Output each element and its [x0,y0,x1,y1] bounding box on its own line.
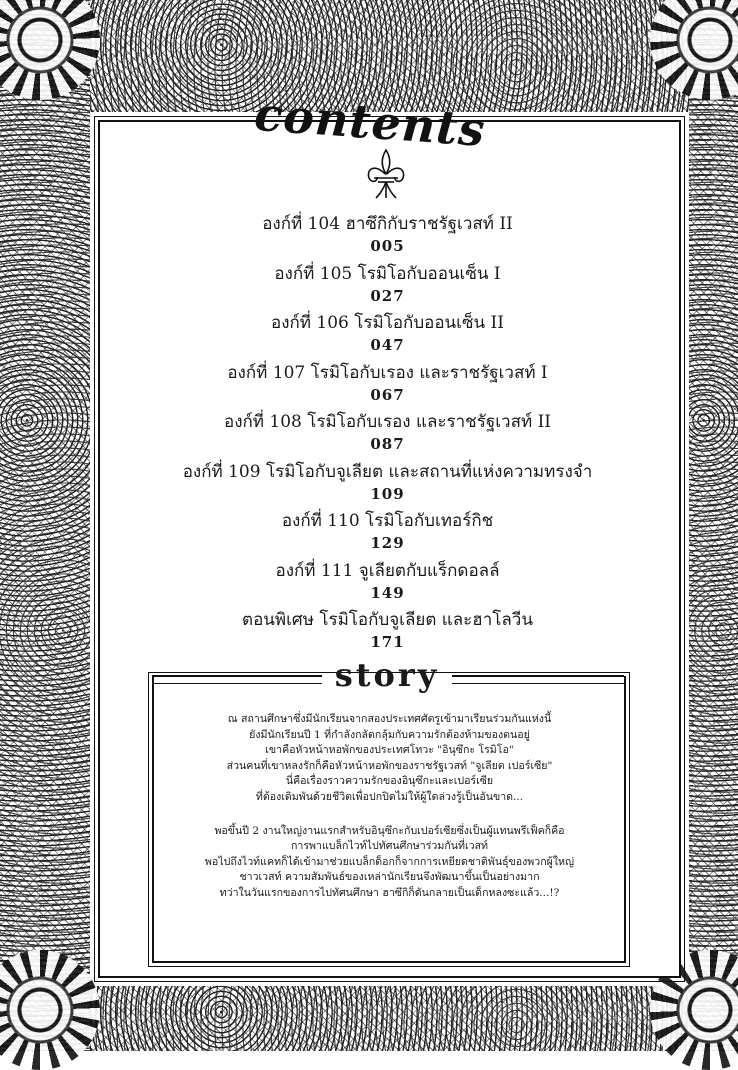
toc-entry-title: องก์ที่ 109 โรมิโอกับจูเลียต และสถานที่แห่งความทรงจำ [182,461,593,482]
story-line: ทว่าในวันแรกของการไปทัศนศึกษา ฮาซึกิก็ดันกลายเป็นเด็กหลงซะแล้ว...!? [219,886,560,899]
toc-entry-110[interactable] [150,509,625,559]
toc-entry-106[interactable] [150,311,625,361]
toc-entry-page: 067 [370,385,405,404]
toc-entry-title: องก์ที่ 106 โรมิโอกับออนเซ็น II [270,313,504,333]
story-synopsis [162,712,617,920]
toc-entry-title: องก์ที่ 110 โรมิโอกับเทอร์กิช [281,511,494,531]
frame-left-ornament [0,0,90,1051]
story-line: พอไปถึงไวท์แคทก็ได้เข้ามาช่วยแบล็กด็อกก็จากการเหยียดชาติพันธุ์ของพวกผู้ใหญ่ [204,855,575,868]
toc-entry-title: องก์ที่ 104 ฮาซึกิกับราชรัฐเวสท์ II [262,214,513,234]
toc-entry-111[interactable] [150,559,625,609]
story-line: ยังมีนักเรียนปี 1 ที่กำลังกลัดกลุ้มกับความรักต้องห้ามของตนอยู่ [249,728,530,741]
story-title: story [334,656,440,694]
toc-entry-105[interactable] [150,262,625,312]
contents-heading: contents [252,86,488,157]
toc-entry-page: 087 [370,435,405,453]
story-rule-right [452,675,624,684]
toc-entry-title: ตอนพิเศษ โรมิโอกับจูเลียต และฮาโลวีน [242,610,533,630]
story-line: เขาคือหัวหน้าหอพักของประเทศโทวะ "อินุซึกะ โรมิโอ" [265,744,514,757]
story-line: ที่ต้องเดิมพันด้วยชีวิตเพื่อปกปิดไม่ให้ผู้ใดล่วงรู้เป็นอันขาด... [255,790,524,803]
toc-entry-107[interactable] [150,361,625,411]
toc-entry-108[interactable] [150,410,625,460]
story-paragraph-1 [162,712,617,806]
toc-entry-104[interactable] [150,212,625,262]
story-rule-left [152,675,322,684]
toc-entry-page: 149 [370,583,405,602]
toc-entry-page: 171 [370,633,405,651]
toc-entry-page: 005 [370,237,405,255]
story-paragraph-2 [162,824,617,902]
table-of-contents [150,212,625,658]
frame-bottom-ornament [0,986,738,1051]
toc-entry-title: องก์ที่ 105 โรมิโอกับออนเซ็น I [274,263,501,284]
toc-entry-special[interactable] [150,608,625,658]
story-line: นี่คือเรื่องราวความรักของอินุซึกะและเปอร์เซีย [285,775,494,788]
fleur-de-lis-icon [364,148,408,202]
toc-entry-page: 129 [370,534,405,552]
toc-entry-109[interactable] [150,460,625,510]
toc-entry-page: 027 [370,286,405,305]
story-line: พอขึ้นปี 2 งานใหญ่งานแรกสำหรับอินุซึกะกับเปอร์เซียซึ่งเป็นผู้แทนพรีเฟ็คก็คือ [214,824,565,837]
story-line: ณ สถานศึกษาซึ่งมีนักเรียนจากสองประเทศศัตรูเข้ามาเรียนร่วมกันแห่งนี้ [227,713,552,725]
toc-entry-page: 109 [370,484,405,503]
toc-entry-page: 047 [370,336,405,354]
story-header [150,655,624,699]
toc-entry-title: องก์ที่ 107 โรมิโอกับเรอง และราชรัฐเวสท์ I [227,362,548,383]
story-line: การพาแบล็กไวท์ไปทัศนศึกษาร่วมกันที่เวสท์ [290,840,489,853]
toc-entry-title: องก์ที่ 111 จูเลียตกับแร็กดอลล์ [275,560,500,581]
story-line: ส่วนคนที่เขาหลงรักก็คือหัวหน้าหอพักของราชรัฐเวสท์ "จูเลียต เปอร์เซีย" [226,759,553,772]
toc-entry-title: องก์ที่ 108 โรมิโอกับเรอง และราชรัฐเวสท์ II [223,412,552,432]
story-line: ชาวเวสท์ ความสัมพันธ์ของเหล่านักเรียนจึงพัฒนาขึ้นเป็นอย่างมาก [239,871,540,884]
